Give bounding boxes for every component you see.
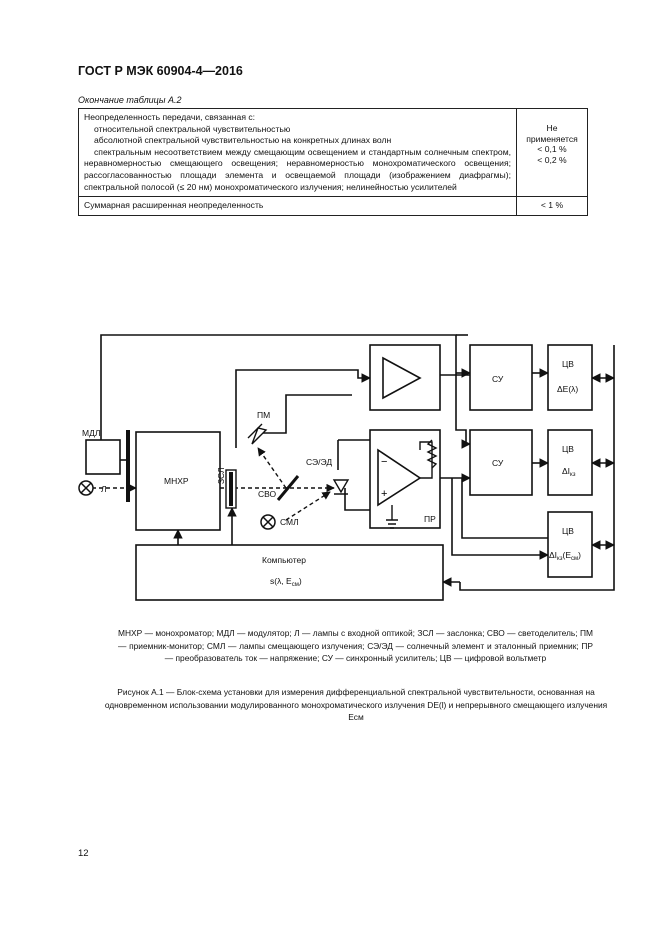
row-subitem: абсолютной спектральной чувствительностью на конкретных длинах волн	[94, 135, 392, 146]
wire	[345, 488, 372, 510]
label-su1: СУ	[492, 374, 504, 384]
row-subitem: относительной спектральной чувствительностью	[94, 123, 291, 134]
label-zsl: ЗСЛ	[216, 467, 226, 484]
mdl-block	[86, 440, 120, 474]
voltmeter-block-3	[548, 512, 592, 577]
label-computer: Компьютер	[262, 555, 306, 565]
light-beam	[258, 448, 286, 488]
label-se: СЭ/ЭД	[306, 457, 333, 467]
label-mnhr: МНХР	[164, 476, 189, 486]
value-text: < 1 %	[540, 200, 564, 211]
row-heading: Суммарная расширенная неопределенность	[84, 200, 264, 211]
minus-sign: −	[381, 456, 388, 468]
value-text: < 0,2 %	[537, 154, 567, 165]
label-svo: СВО	[258, 489, 277, 499]
label-cv2: ЦВ	[562, 444, 574, 454]
voltmeter-block-1	[548, 345, 592, 410]
value-text: < 0,1 %	[537, 144, 567, 154]
beam-splitter	[278, 476, 298, 500]
row-paragraph: спектральным несоответствием между смещающим освещением и стандартным солнечным спектром, неравномерностью смещающего освещения; неравномерностью монохроматического освещения; рассогласованностью площади элемента и освещаемой площади (изображением диафрагмы); спектральной полосой (≤ 20 нм) монохроматического излучения; нелинейностью усилителей	[84, 146, 511, 192]
label-su2: СУ	[492, 458, 504, 468]
label-pm: ПМ	[257, 410, 271, 420]
row-heading: Неопределенность передачи, связанная с:	[84, 112, 256, 122]
label-pr: ПР	[424, 514, 436, 524]
formula-de: ΔE(λ)	[557, 384, 579, 394]
computer-block	[136, 545, 443, 600]
label-cv1: ЦВ	[562, 359, 574, 369]
label-mdl: МДЛ	[82, 428, 101, 438]
formula-isc-ecm: $\Delta I_{кз}(E_{см})$	[549, 550, 581, 562]
wire	[262, 395, 352, 433]
formula-isc: $\Delta I_{кз}$	[562, 466, 576, 478]
voltmeter-block-2	[548, 430, 592, 495]
document-header: ГОСТ Р МЭК 60904-4—2016	[78, 64, 243, 78]
figure-legend: МНХР — монохроматор; МДЛ — модулятор; Л — лампы с входной оптикой; ЗСЛ — заслонка; СВО — светоделитель; ПМ — приемник-монитор; СМЛ — лампы смещающего излучения; СЭ/ЭД — солнечный элемент и эталонный приемник; ПР — преобразователь ток — напряжение; СУ — синхронный усилитель; ЦВ — цифровой вольтметр	[118, 628, 593, 664]
figure-caption: Рисунок А.1 — Блок-схема установки для измерения дифференциальной спектральной чувствительности, основанная на одновременном использовании модулированного монохроматического излучения DE(l) и непрерывного смещающего излучения Eсм	[104, 687, 608, 723]
wire	[456, 373, 470, 444]
plus-sign: +	[381, 488, 388, 500]
shutter-core	[229, 472, 233, 506]
monitor-diode-icon	[248, 424, 266, 444]
table-caption: Окончание таблицы А.2	[78, 95, 182, 105]
label-sml: СМЛ	[280, 517, 299, 527]
label-lamp: Л	[101, 484, 107, 494]
solar-cell-icon	[334, 480, 348, 494]
label-cv3: ЦВ	[562, 526, 574, 536]
page-number: 12	[78, 848, 89, 859]
light-beam	[286, 492, 330, 520]
modulator-plate	[126, 430, 130, 502]
amplifier-block	[370, 345, 440, 410]
formula-s: s(λ, $E_{см}$)	[270, 576, 302, 588]
value-text: Не применяется	[526, 123, 578, 144]
